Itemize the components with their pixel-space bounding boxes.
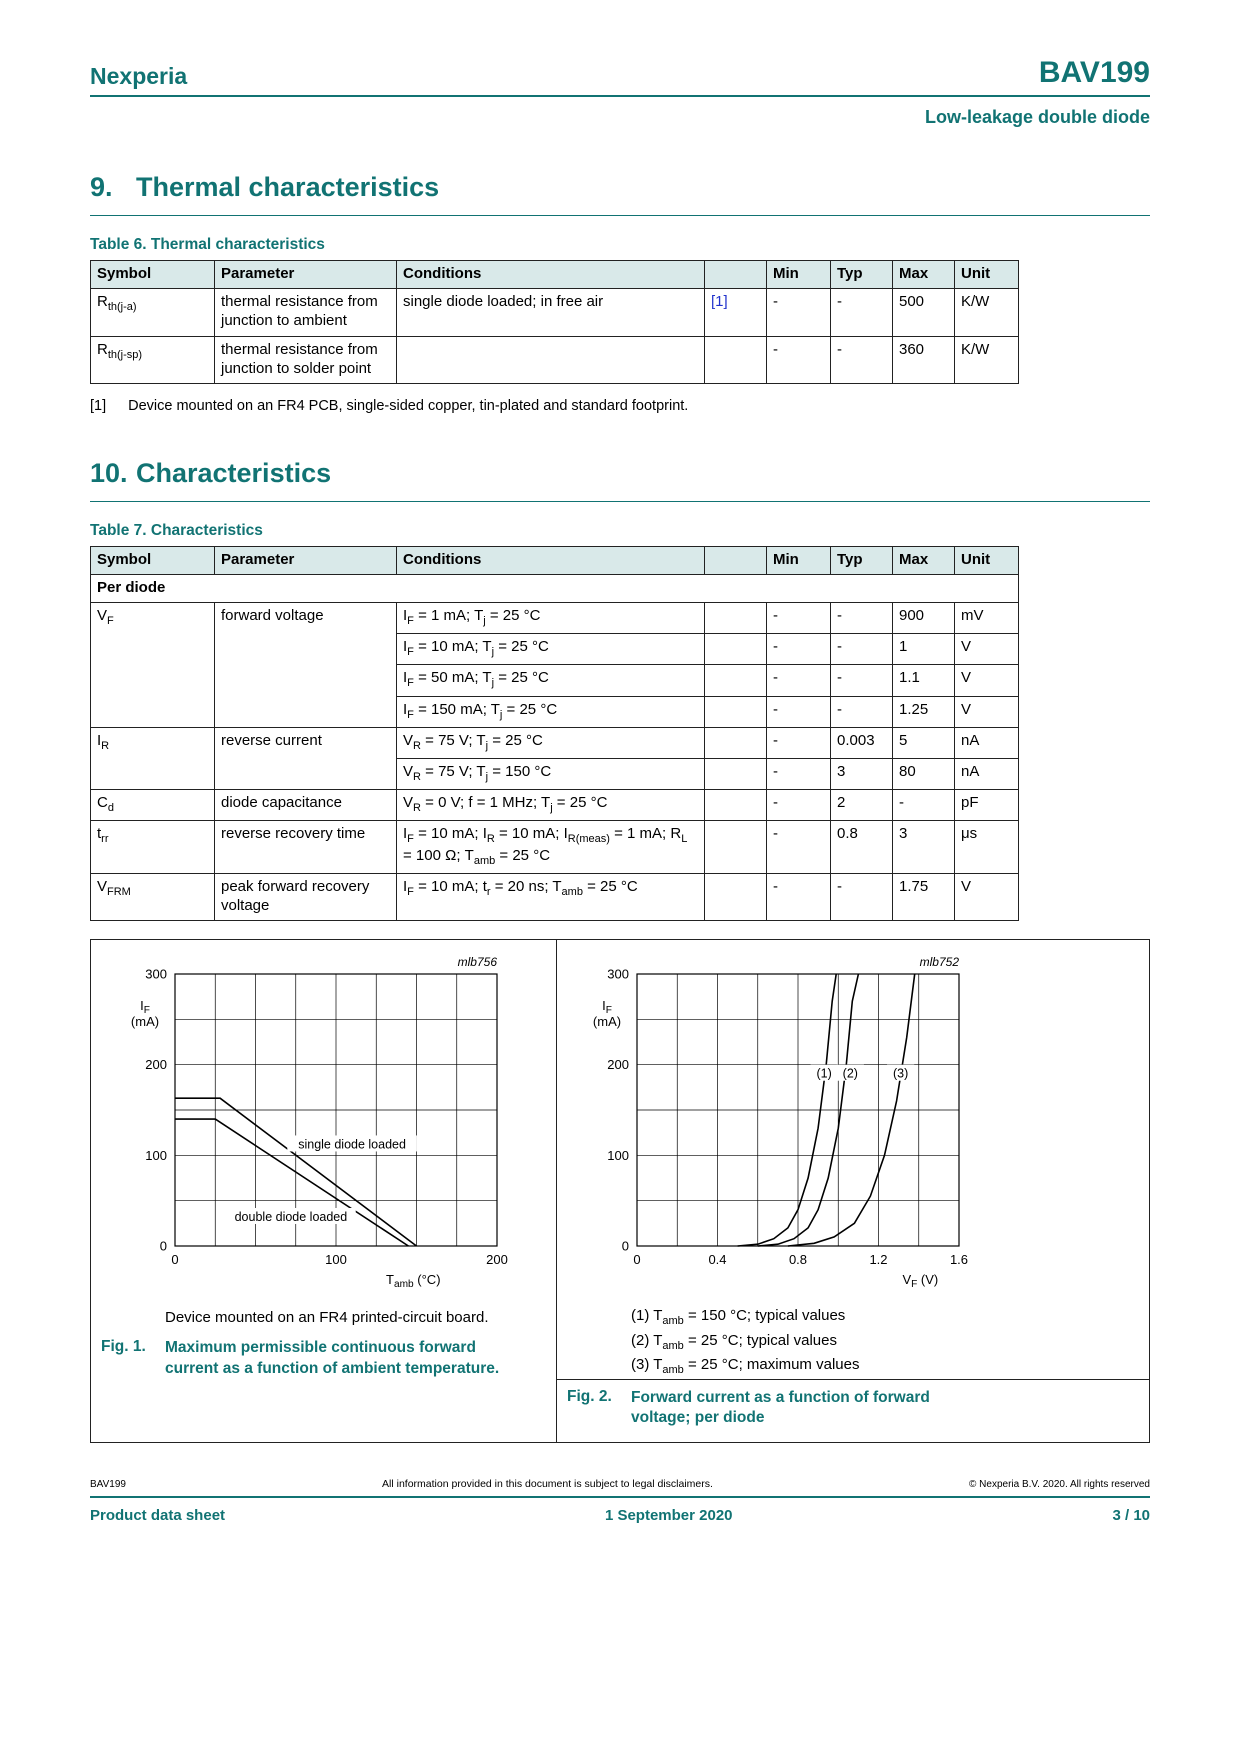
max-cell: 900 bbox=[893, 603, 955, 634]
footnote-text: Device mounted on an FR4 PCB, single-sided copper, tin-plated and standard footprint. bbox=[128, 397, 689, 414]
header-ref bbox=[705, 261, 767, 289]
footer-page-number: 3 / 10 bbox=[1112, 1507, 1150, 1524]
typ-cell: - bbox=[831, 696, 893, 727]
parameter-cell: thermal resistance from junction to ambient bbox=[215, 289, 397, 336]
max-cell: 5 bbox=[893, 727, 955, 758]
parameter-cell: forward voltage bbox=[215, 603, 397, 727]
conditions-cell: $I_F = 50$ mA; $T_j = 25$ °C bbox=[397, 665, 705, 696]
group-label: Per diode bbox=[91, 575, 1019, 603]
min-cell: - bbox=[767, 758, 831, 789]
footnote-1 bbox=[90, 398, 1150, 414]
max-cell: 500 bbox=[893, 289, 955, 336]
header-symbol: Symbol bbox=[91, 261, 215, 289]
min-cell: - bbox=[767, 336, 831, 383]
svg-text:double diode loaded: double diode loaded bbox=[234, 1210, 348, 1225]
parameter-cell: peak forward recovery voltage bbox=[215, 874, 397, 921]
max-cell: 80 bbox=[893, 758, 955, 789]
header-unit: Unit bbox=[955, 261, 1019, 289]
ref-cell bbox=[705, 820, 767, 873]
svg-text:IF: $I_F$ bbox=[140, 998, 150, 1017]
svg-text:300: 300 bbox=[607, 966, 629, 982]
table-group-row bbox=[91, 575, 1019, 603]
fig2-notes bbox=[631, 1305, 1141, 1378]
table-row bbox=[91, 789, 1019, 820]
conditions-cell: $V_R = 75$ V; $T_j = 25$ °C bbox=[397, 727, 705, 758]
symbol-cell: $R_{th(j-a)}$ bbox=[91, 289, 215, 336]
min-cell: - bbox=[767, 727, 831, 758]
svg-text:single diode loaded: single diode loaded bbox=[298, 1137, 406, 1152]
table7-caption: Table 7. Characteristics bbox=[90, 521, 263, 539]
typ-cell: - bbox=[831, 874, 893, 921]
typ-cell: 0.003 bbox=[831, 727, 893, 758]
footnote-marker: [1] bbox=[90, 397, 107, 414]
header-min: Min bbox=[767, 546, 831, 574]
svg-text:(2): (2) bbox=[842, 1067, 858, 1082]
section-number: 9. bbox=[90, 172, 113, 202]
max-cell: 1.1 bbox=[893, 665, 955, 696]
ref-cell bbox=[705, 758, 767, 789]
fig2-label: Fig. 2. bbox=[567, 1387, 612, 1405]
min-cell: - bbox=[767, 874, 831, 921]
unit-cell: V bbox=[955, 634, 1019, 665]
header-ref bbox=[705, 546, 767, 574]
symbol-cell: $t_{rr}$ bbox=[91, 820, 215, 873]
ref-cell bbox=[705, 603, 767, 634]
footer-doc-type: Product data sheet bbox=[90, 1507, 226, 1524]
symbol-cell: $R_{th(j-sp)}$ bbox=[91, 336, 215, 383]
max-cell: 1.75 bbox=[893, 874, 955, 921]
svg-text:mlb756: mlb756 bbox=[457, 955, 497, 970]
svg-text:200: 200 bbox=[145, 1057, 167, 1073]
brand-logo: Nexperia bbox=[90, 63, 188, 89]
svg-text:100: 100 bbox=[325, 1252, 347, 1268]
fig2-iv-chart bbox=[579, 952, 979, 1290]
footnote-ref-link[interactable]: [1] bbox=[705, 289, 767, 336]
symbol-cell: $V_F$ bbox=[91, 603, 215, 727]
svg-text:0: 0 bbox=[159, 1238, 167, 1254]
unit-cell: nA bbox=[955, 727, 1019, 758]
symbol-cell: $V_{FRM}$ bbox=[91, 874, 215, 921]
part-number: BAV199 bbox=[1038, 56, 1150, 89]
header-unit: Unit bbox=[955, 546, 1019, 574]
parameter-cell: reverse current bbox=[215, 727, 397, 789]
svg-text:0: 0 bbox=[171, 1252, 179, 1268]
max-cell: 1.25 bbox=[893, 696, 955, 727]
svg-text:100: 100 bbox=[607, 1148, 629, 1164]
unit-cell: K/W bbox=[955, 289, 1019, 336]
symbol-cell: $C_d$ bbox=[91, 789, 215, 820]
section-title: Thermal characteristics bbox=[136, 172, 440, 202]
header-rule bbox=[90, 95, 1150, 97]
thermal-characteristics-table bbox=[90, 260, 1019, 384]
header-typ: Typ bbox=[831, 261, 893, 289]
figures-box bbox=[90, 939, 1150, 1442]
table-row bbox=[91, 603, 1019, 634]
ref-cell bbox=[705, 789, 767, 820]
svg-text:100: 100 bbox=[145, 1148, 167, 1164]
section-title: Characteristics bbox=[136, 457, 332, 488]
footer-disclaimer: All information provided in this document is subject to legal disclaimers. bbox=[382, 1478, 713, 1490]
unit-cell: mV bbox=[955, 603, 1019, 634]
symbol-cell: $I_R$ bbox=[91, 727, 215, 789]
table-row bbox=[91, 336, 1019, 383]
section-9-heading bbox=[90, 172, 1150, 216]
header-conditions: Conditions bbox=[397, 546, 705, 574]
svg-text:1.2: 1.2 bbox=[869, 1252, 888, 1268]
figure-1 bbox=[91, 940, 557, 1441]
table-header-row bbox=[91, 546, 1019, 574]
parameter-cell: diode capacitance bbox=[215, 789, 397, 820]
typ-cell: - bbox=[831, 336, 893, 383]
fig2-note-2: (2) $T_{amb} = 25$ °C; typical values bbox=[631, 1331, 837, 1352]
min-cell: - bbox=[767, 634, 831, 665]
figure-2 bbox=[557, 940, 1149, 1441]
header-typ: Typ bbox=[831, 546, 893, 574]
section-number: 10. bbox=[90, 457, 128, 488]
typ-cell: 0.8 bbox=[831, 820, 893, 873]
svg-text:300: 300 bbox=[145, 966, 167, 982]
max-cell: 3 bbox=[893, 820, 955, 873]
svg-text:Tamb (°C): $T_{amb}$ (°C) bbox=[386, 1272, 441, 1291]
typ-cell: 2 bbox=[831, 789, 893, 820]
fig1-caption-text: Maximum permissible continuous forward current as a function of ambient temperature. bbox=[165, 1339, 500, 1377]
svg-text:IF: $I_F$ bbox=[602, 998, 612, 1017]
min-cell: - bbox=[767, 789, 831, 820]
svg-text:0.8: 0.8 bbox=[788, 1252, 808, 1268]
typ-cell: - bbox=[831, 289, 893, 336]
unit-cell: pF bbox=[955, 789, 1019, 820]
conditions-cell: $I_F = 150$ mA; $T_j = 25$ °C bbox=[397, 696, 705, 727]
footer-doc-id: BAV199 bbox=[90, 1479, 126, 1490]
svg-text:200: 200 bbox=[607, 1057, 629, 1073]
section-10-heading bbox=[90, 458, 1150, 502]
header-conditions: Conditions bbox=[397, 261, 705, 289]
header-parameter: Parameter bbox=[215, 546, 397, 574]
conditions-cell: $I_F = 10$ mA; $I_R = 10$ mA; $I_{R(meas)} = 1$ mA; $R_L = 100$ Ω; $T_{amb} = 25$ °C bbox=[397, 820, 705, 873]
document-subtitle: Low-leakage double diode bbox=[924, 107, 1150, 127]
header-max: Max bbox=[893, 261, 955, 289]
fig1-chart-container bbox=[117, 952, 548, 1295]
header-parameter: Parameter bbox=[215, 261, 397, 289]
typ-cell: - bbox=[831, 634, 893, 665]
max-cell: - bbox=[893, 789, 955, 820]
table6-caption: Table 6. Thermal characteristics bbox=[90, 236, 325, 253]
table-row bbox=[91, 874, 1019, 921]
svg-text:200: 200 bbox=[486, 1252, 508, 1268]
unit-cell: V bbox=[955, 665, 1019, 696]
fig1-caption bbox=[101, 1338, 548, 1378]
conditions-cell bbox=[397, 336, 705, 383]
header-max: Max bbox=[893, 546, 955, 574]
fig1-note: Device mounted on an FR4 printed-circuit board. bbox=[165, 1309, 489, 1327]
ref-cell bbox=[705, 727, 767, 758]
ref-cell bbox=[705, 874, 767, 921]
ref-cell bbox=[705, 336, 767, 383]
fig1-derating-chart bbox=[117, 952, 517, 1290]
svg-text:0: 0 bbox=[621, 1238, 629, 1254]
svg-text:0.4: 0.4 bbox=[708, 1252, 727, 1268]
fig2-note-3: (3) $T_{amb} = 25$ °C; maximum values bbox=[631, 1356, 860, 1377]
fig2-caption-text: Forward current as a function of forward voltage; per diode bbox=[631, 1388, 930, 1426]
table-header-row bbox=[91, 261, 1019, 289]
ref-cell bbox=[705, 665, 767, 696]
table-row bbox=[91, 727, 1019, 758]
table-row bbox=[91, 289, 1019, 336]
svg-text:VF (V): $V_F$ (V) bbox=[902, 1272, 939, 1291]
footer-info-row bbox=[90, 1507, 1150, 1524]
ref-cell bbox=[705, 634, 767, 665]
conditions-cell: $I_F = 1$ mA; $T_j = 25$ °C bbox=[397, 603, 705, 634]
svg-text:(mA): (mA) bbox=[130, 1014, 160, 1030]
unit-cell: nA bbox=[955, 758, 1019, 789]
conditions-cell: single diode loaded; in free air bbox=[397, 289, 705, 336]
footer-copyright: © Nexperia B.V. 2020. All rights reserved bbox=[969, 1479, 1150, 1490]
svg-text:(1): (1) bbox=[816, 1067, 832, 1082]
max-cell: 360 bbox=[893, 336, 955, 383]
min-cell: - bbox=[767, 696, 831, 727]
typ-cell: - bbox=[831, 603, 893, 634]
footer-rule bbox=[90, 1496, 1150, 1498]
parameter-cell: reverse recovery time bbox=[215, 820, 397, 873]
unit-cell: K/W bbox=[955, 336, 1019, 383]
unit-cell: μs bbox=[955, 820, 1019, 873]
svg-text:0: 0 bbox=[633, 1252, 641, 1268]
svg-text:1.6: 1.6 bbox=[949, 1252, 969, 1268]
conditions-cell: $V_R = 75$ V; $T_j = 150$ °C bbox=[397, 758, 705, 789]
fig1-label: Fig. 1. bbox=[101, 1338, 146, 1356]
header-symbol: Symbol bbox=[91, 546, 215, 574]
svg-text:(3): (3) bbox=[892, 1067, 909, 1082]
table-row bbox=[91, 820, 1019, 873]
characteristics-table bbox=[90, 546, 1019, 921]
footer-date: 1 September 2020 bbox=[604, 1507, 733, 1524]
min-cell: - bbox=[767, 289, 831, 336]
min-cell: - bbox=[767, 820, 831, 873]
conditions-cell: $I_F = 10$ mA; $t_r = 20$ ns; $T_{amb} = 25$ °C bbox=[397, 874, 705, 921]
fig2-caption bbox=[567, 1388, 1141, 1428]
fig2-caption-rule bbox=[557, 1379, 1149, 1428]
page-header bbox=[90, 0, 1150, 90]
conditions-cell: $I_F = 10$ mA; $T_j = 25$ °C bbox=[397, 634, 705, 665]
svg-text:(mA): (mA) bbox=[592, 1014, 622, 1030]
fig2-note-1: (1) $T_{amb} = 150$ °C; typical values bbox=[631, 1307, 846, 1328]
page-footer bbox=[90, 1478, 1150, 1524]
min-cell: - bbox=[767, 603, 831, 634]
header-min: Min bbox=[767, 261, 831, 289]
ref-cell bbox=[705, 696, 767, 727]
fig2-chart-container bbox=[579, 952, 1141, 1295]
parameter-cell: thermal resistance from junction to solder point bbox=[215, 336, 397, 383]
max-cell: 1 bbox=[893, 634, 955, 665]
conditions-cell: $V_R = 0$ V; f = 1 MHz; $T_j = 25$ °C bbox=[397, 789, 705, 820]
footer-legal-row bbox=[90, 1478, 1150, 1490]
unit-cell: V bbox=[955, 696, 1019, 727]
typ-cell: 3 bbox=[831, 758, 893, 789]
svg-text:mlb752: mlb752 bbox=[919, 955, 959, 970]
unit-cell: V bbox=[955, 874, 1019, 921]
typ-cell: - bbox=[831, 665, 893, 696]
min-cell: - bbox=[767, 665, 831, 696]
